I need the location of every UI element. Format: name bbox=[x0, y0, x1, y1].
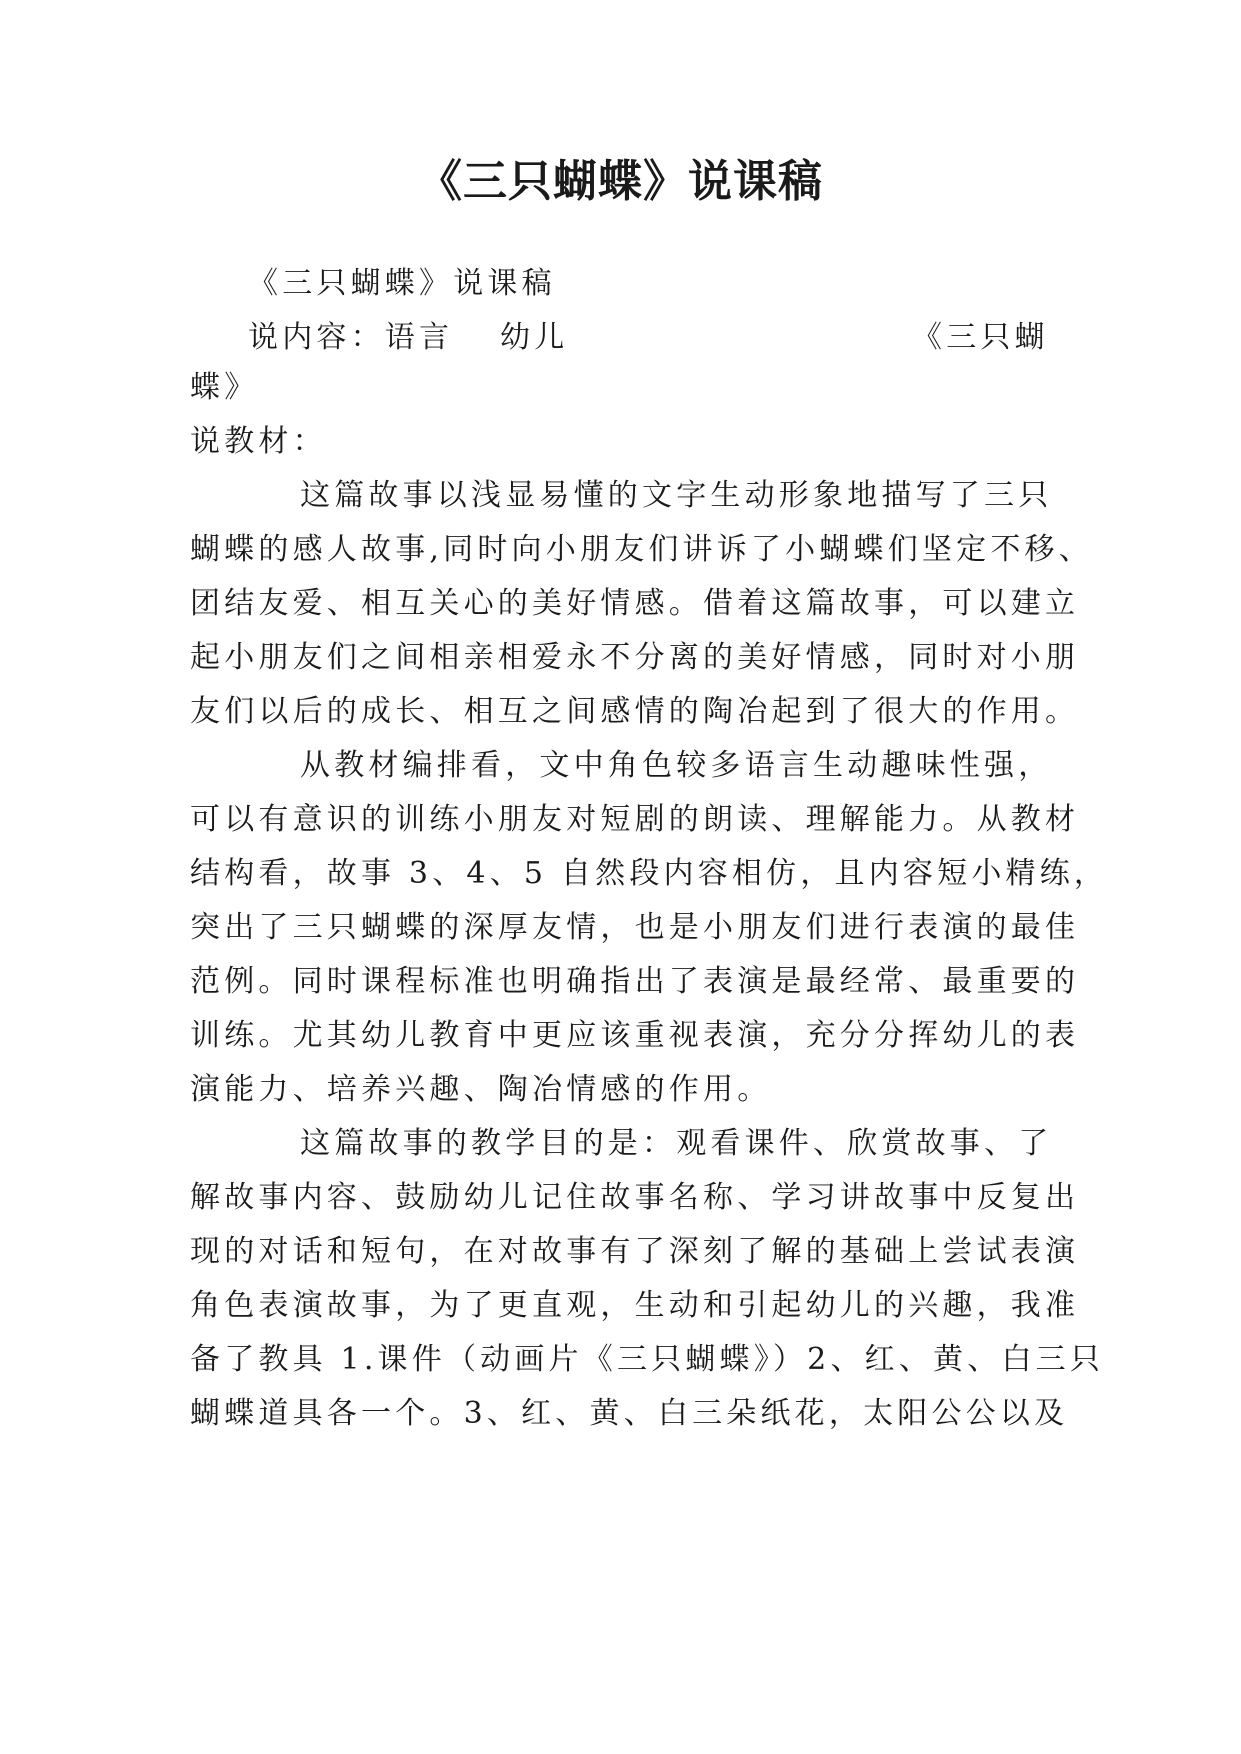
paragraph-3-line: 蝴蝶道具各一个。3、红、黄、白三朵纸花，太阳公公以及 bbox=[190, 1396, 1069, 1431]
paragraph-1-line: 起小朋友们之间相亲相爱永不分离的美好情感，同时对小朋 bbox=[190, 640, 1080, 675]
page-title: 《三只蝴蝶》说课稿 bbox=[418, 156, 823, 207]
section-heading: 说教材： bbox=[190, 424, 327, 459]
paragraph-1-line: 团结友爱、相互关心的美好情感。借着这篇故事，可以建立 bbox=[190, 586, 1080, 621]
paragraph-2-line: 结构看，故事 3、4、5 自然段内容相仿，且内容短小精练， bbox=[190, 856, 1109, 891]
paragraph-2-line: 突出了三只蝴蝶的深厚友情，也是小朋友们进行表演的最佳 bbox=[190, 910, 1080, 945]
paragraph-1-line: 蝴蝶的感人故事,同时向小朋友们讲诉了小蝴蝶们坚定不移、 bbox=[190, 532, 1093, 567]
meta-audience: 幼儿 bbox=[500, 320, 569, 355]
paragraph-3-line: 角色表演故事，为了更直观，生动和引起幼儿的兴趣，我准 bbox=[190, 1288, 1080, 1323]
paragraph-3-line: 解故事内容、鼓励幼儿记住故事名称、学习讲故事中反复出 bbox=[190, 1180, 1080, 1215]
paragraph-3-line: 备了教具 1.课件（动画片《三只蝴蝶》）2、红、黄、白三只 bbox=[190, 1342, 1105, 1377]
paragraph-3-line: 现的对话和短句，在对故事有了深刻了解的基础上尝试表演 bbox=[190, 1234, 1080, 1269]
subtitle: 《三只蝴蝶》说课稿 bbox=[248, 266, 556, 301]
paragraph-1-line: 这篇故事以浅显易懂的文字生动形象地描写了三只 bbox=[300, 478, 1053, 513]
meta-topic-cont: 蝶》 bbox=[190, 370, 259, 405]
paragraph-2-line: 范例。同时课程标准也明确指出了表演是最经常、最重要的 bbox=[190, 964, 1080, 999]
paragraph-3-line: 这篇故事的教学目的是：观看课件、欣赏故事、了 bbox=[300, 1126, 1053, 1161]
paragraph-1-line: 友们以后的成长、相互之间感情的陶冶起到了很大的作用。 bbox=[190, 694, 1080, 729]
paragraph-2-line: 演能力、培养兴趣、陶冶情感的作用。 bbox=[190, 1072, 772, 1107]
paragraph-2-line: 从教材编排看，文中角色较多语言生动趣味性强， bbox=[300, 748, 1053, 783]
meta-topic: 《三只蝴 bbox=[912, 320, 1049, 355]
paragraph-2-line: 训练。尤其幼儿教育中更应该重视表演，充分分挥幼儿的表 bbox=[190, 1018, 1080, 1053]
meta-label: 说内容：语言 bbox=[248, 320, 454, 355]
paragraph-2-line: 可以有意识的训练小朋友对短剧的朗读、理解能力。从教材 bbox=[190, 802, 1080, 837]
